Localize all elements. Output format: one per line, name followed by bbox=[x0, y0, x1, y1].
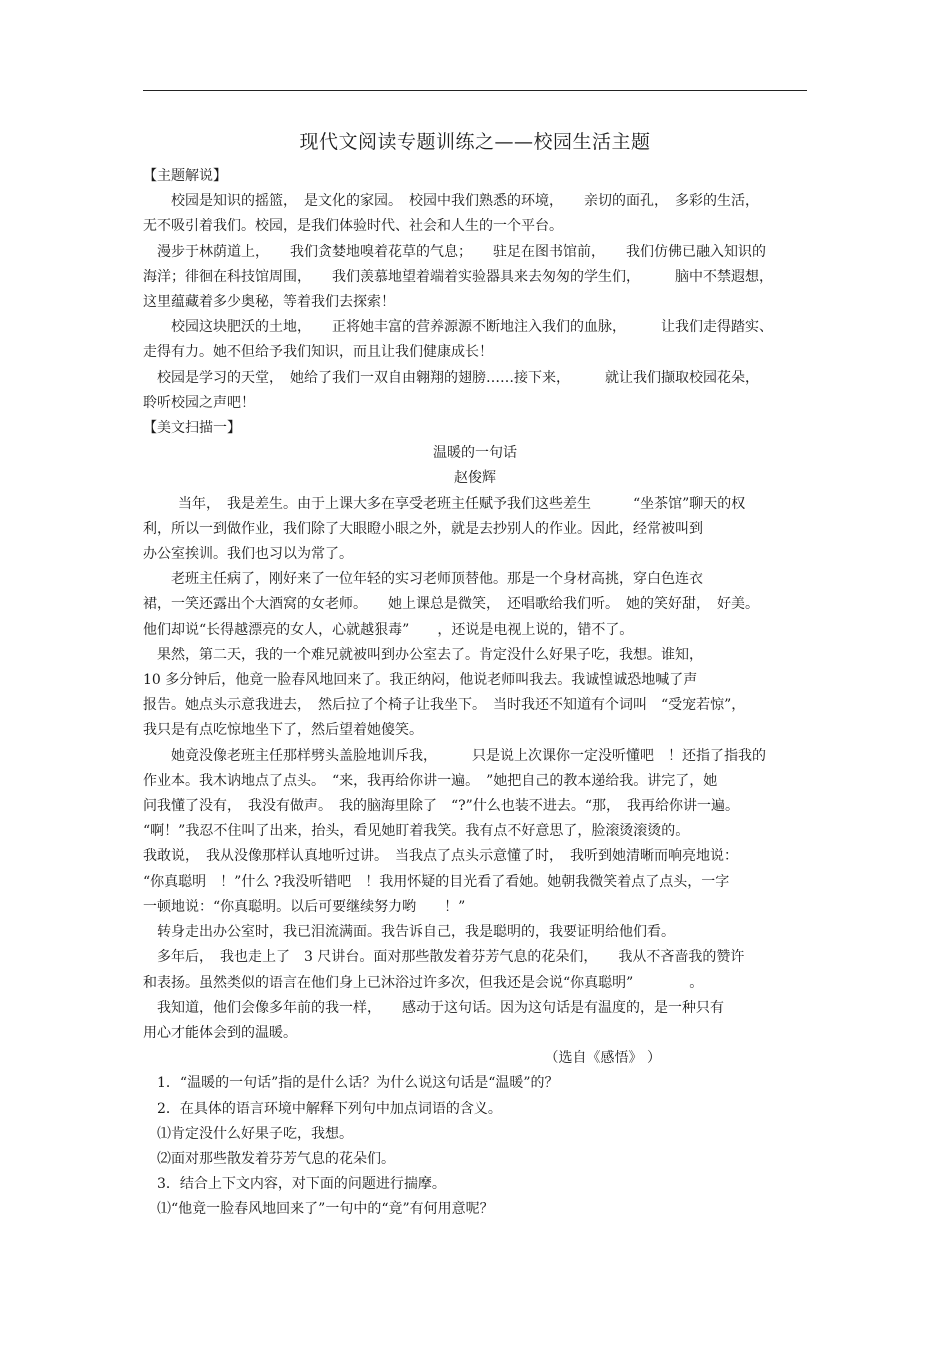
paragraph-line: 一顿地说：“你真聪明。以后可要继续努力哟 ！” bbox=[143, 898, 466, 915]
question-line: ⑵面对那些散发着芬芳气息的花朵们。 bbox=[157, 1150, 395, 1167]
paragraph-line: 利，所以一到做作业，我们除了大眼瞪小眼之外，就是去抄别人的作业。因此，经常被叫到 bbox=[143, 520, 703, 537]
paragraph-line: 校园是知识的摇篮， 是文化的家园。 校园中我们熟悉的环境， 亲切的面孔， 多彩的生活， bbox=[171, 193, 759, 210]
paragraph-line: 她竟没像老班主任那样劈头盖脸地训斥我， 只是说上次课你一定没听懂吧 ！还指了指我的 bbox=[171, 747, 766, 764]
paragraph-line: “你真聪明 ！”什么 ?我没听错吧 ！我用怀疑的目光看了看她。她朝我微笑着点了点头，一字 bbox=[143, 873, 730, 890]
paragraph-line: 10 多分钟后，他竟一脸春风地回来了。我正纳闷，他说老师叫我去。我诚惶诚恐地喊了声 bbox=[143, 672, 698, 689]
paragraph-line: 当年， 我是差生。由于上课大多在享受老班主任赋予我们这些差生 “坐茶馆”聊天的权 bbox=[178, 495, 746, 512]
question-line: ⑴肯定没什么好果子吃，我想。 bbox=[157, 1125, 353, 1142]
paragraph-line: 校园是学习的天堂， 她给了我们一双自由翱翔的翅膀……接下来， 就让我们撷取校园花朵， bbox=[157, 369, 759, 386]
paragraph-line: 我知道，他们会像多年前的我一样， 感动于这句话。因为这句话是有温度的，是一种只有 bbox=[157, 999, 724, 1016]
document-page bbox=[143, 128, 807, 1223]
paragraph-line: 海洋；徘徊在科技馆周围， 我们羡慕地望着端着实验器具来去匆匆的学生们， 脑中不禁遐想， bbox=[143, 268, 773, 285]
section-label-theme: 【主题解说】 bbox=[143, 168, 227, 184]
paragraph-line: 转身走出办公室时，我已泪流满面。我告诉自己，我是聪明的，我要证明给他们看。 bbox=[157, 924, 675, 941]
paragraph-line: 漫步于林荫道上， 我们贪婪地嗅着花草的气息； 驻足在图书馆前， 我们仿佛已融入知识的 bbox=[157, 243, 766, 260]
paragraph-line: “啊！”我忍不住叫了出来，抬头，看见她盯着我笑。我有点不好意思了，脸滚烫滚烫的。 bbox=[143, 823, 690, 840]
paragraph-line: 报告。她点头示意我进去， 然后拉了个椅子让我坐下。 当时我还不知道有个词叫 “受宠若惊”， bbox=[143, 697, 746, 714]
paragraph-line: 裙，一笑还露出个大酒窝的女老师。 她上课总是微笑， 还唱歌给我们听。 她的笑好甜， 好美。 bbox=[143, 596, 759, 613]
question-line: ⑴“他竟一脸春风地回来了”一句中的“竟”有何用意呢？ bbox=[157, 1201, 494, 1218]
question-line: 1．“温暖的一句话”指的是什么话？为什么说这句话是“温暖”的？ bbox=[157, 1075, 559, 1092]
question-line: 2．在具体的语言环境中解释下列句中加点词语的含义。 bbox=[157, 1100, 502, 1117]
paragraph-line: 作业本。我木讷地点了点头。 “来，我再给你讲一遍。 ”她把自己的教本递给我。讲完了，她 bbox=[143, 772, 718, 789]
paragraph-line: 聆听校园之声吧！ bbox=[143, 394, 255, 411]
paragraph-line: 果然，第二天，我的一个难兄就被叫到办公室去了。肯定没什么好果子吃，我想。谁知， bbox=[157, 646, 703, 663]
paragraph-line: 这里蕴藏着多少奥秘，等着我们去探索！ bbox=[143, 294, 395, 311]
article-author: 赵俊辉 bbox=[454, 470, 496, 487]
paragraph-line: 老班主任病了，刚好来了一位年轻的实习老师顶替他。那是一个身材高挑，穿白色连衣 bbox=[171, 571, 703, 588]
article-title: 温暖的一句话 bbox=[433, 445, 517, 462]
paragraph-line: 走得有力。她不但给予我们知识，而且让我们健康成长！ bbox=[143, 344, 493, 361]
document-title: 现代文阅读专题训练之——校园生活主题 bbox=[299, 131, 651, 153]
section-label-article: 【美文扫描一】 bbox=[143, 420, 241, 437]
paragraph-line: 用心才能体会到的温暖。 bbox=[143, 1024, 297, 1041]
paragraph-line: 校园这块肥沃的土地， 正将她丰富的营养源源不断地注入我们的血脉， 让我们走得踏实、 bbox=[171, 319, 773, 336]
paragraph-line: 我敢说， 我从没像那样认真地听过讲。 当我点了点头示意懂了时， 我听到她清晰而响亮地说： bbox=[143, 848, 738, 865]
paragraph-line: 无不吸引着我们。校园，是我们体验时代、社会和人生的一个平台。 bbox=[143, 218, 563, 235]
question-line: 3．结合上下文内容，对下面的问题进行揣摩。 bbox=[157, 1176, 446, 1193]
paragraph-line: 多年后， 我也走上了 3 尺讲台。面对那些散发着芬芳气息的花朵们， 我从不吝啬我的赞许 bbox=[157, 949, 745, 966]
paragraph-line: 他们却说“长得越漂亮的女人，心就越狠毒” ，还说是电视上说的，错不了。 bbox=[143, 621, 634, 638]
paragraph-line: 和表扬。虽然类似的语言在他们身上已沐浴过许多次，但我还是会说“你真聪明” 。 bbox=[143, 974, 704, 991]
article-source: （选自《感悟》 ） bbox=[544, 1050, 661, 1067]
paragraph-line: 办公室挨训。我们也习以为常了。 bbox=[143, 546, 353, 563]
top-rule bbox=[143, 90, 807, 91]
paragraph-line: 我只是有点吃惊地坐下了，然后望着她傻笑。 bbox=[143, 722, 423, 739]
paragraph-line: 问我懂了没有， 我没有做声。 我的脑海里除了 “?”什么也装不进去。“那， 我再给你讲一遍。 bbox=[143, 798, 739, 815]
